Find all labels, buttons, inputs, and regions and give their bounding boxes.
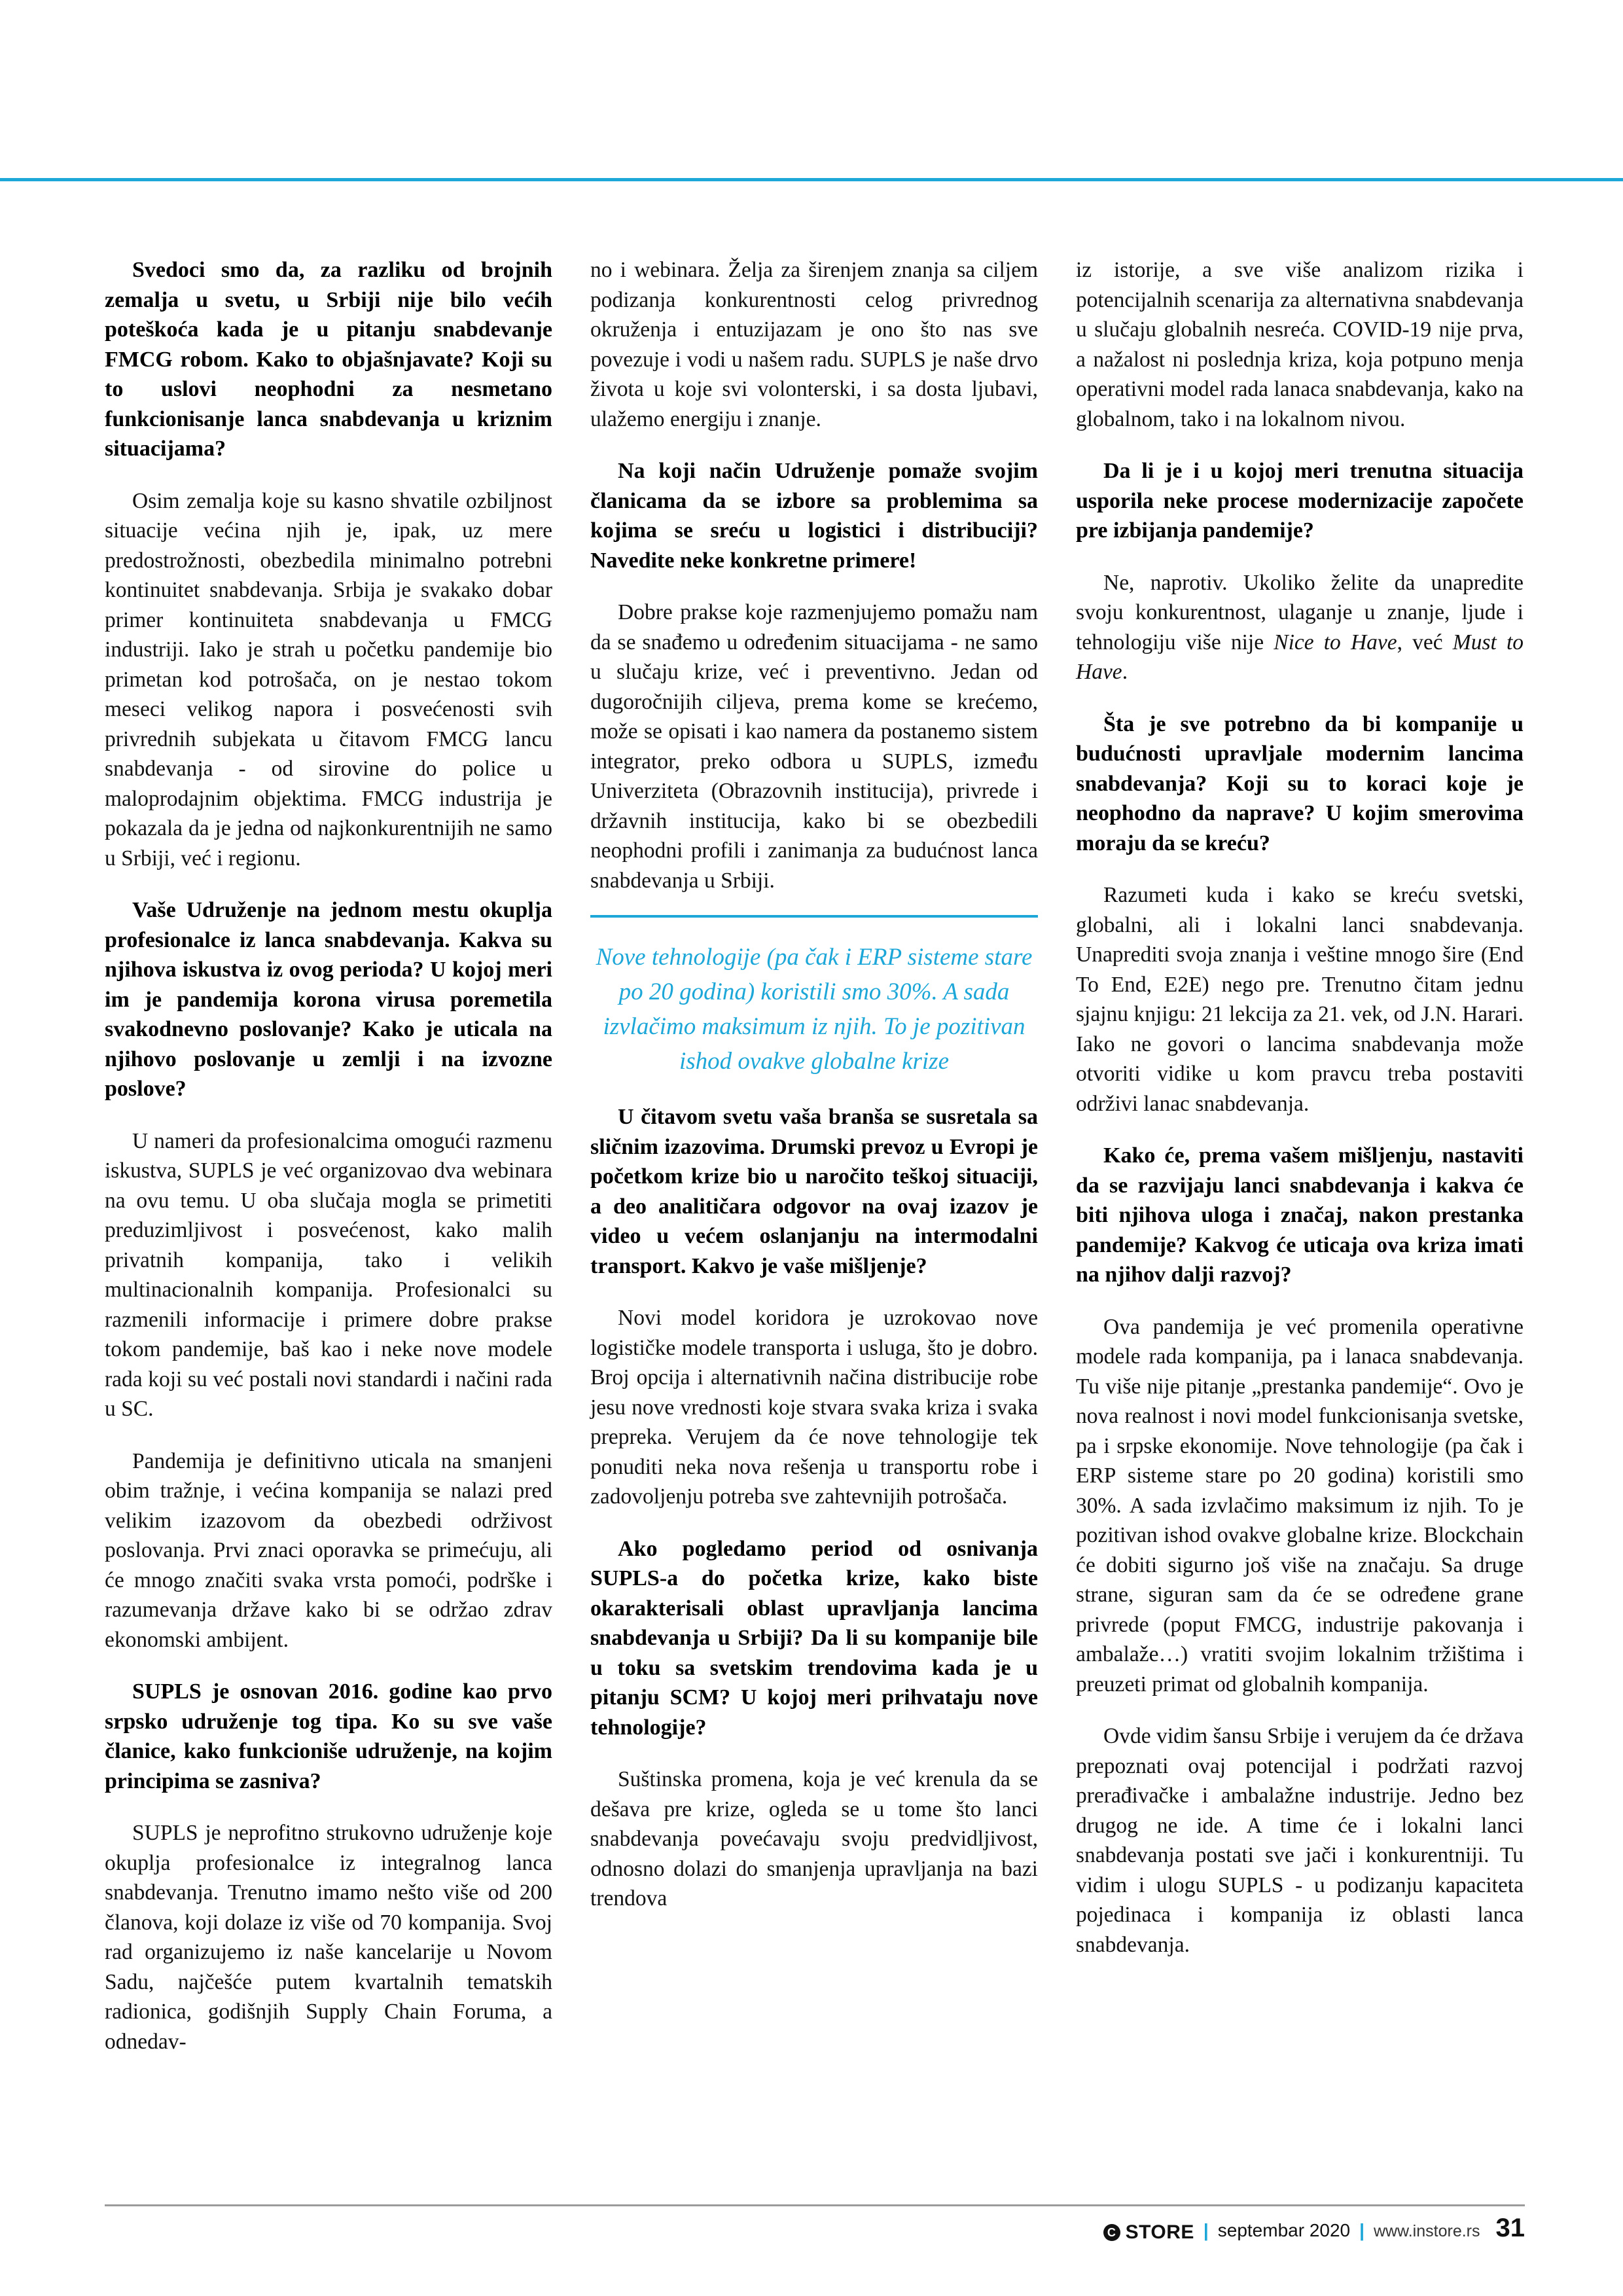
- answer-tail: .: [1122, 660, 1128, 684]
- spacer: [1076, 1119, 1524, 1141]
- spacer: [1076, 1699, 1524, 1721]
- article-column-2: [590, 255, 1038, 2056]
- footer-separator-2: |: [1359, 2220, 1364, 2240]
- brand-name: STORE: [1125, 2221, 1194, 2243]
- page-footer: [0, 2204, 1623, 2243]
- interview-answer: Osim zemalja koje su kasno shvatile ozbiljnost situacije većina njih je, ipak, uz mere predostrožnosti, obezbedila minimalno potrebni kontinuitet snabdevanja. Srbija je svakako dobar primer kontinuiteta snabdevanja u FMCG industriji. Iako je strah u početku pandemije bio primetan kod potrošača, on je nestao tokom meseci velikog napora i posvećenosti svih privrednih subjekata u čitavom FMCG lancu snabdevanja - od sirovine do police u maloprodajnim objektima. FMCG industrija je pokazala da je jedna od najkonkurentnijih ne samo u Srbiji, već i regionu.: [105, 488, 552, 870]
- spacer: [1076, 858, 1524, 880]
- interview-question: Da li je i u kojoj meri trenutna situacija usporila neke procese modernizacije započete pre izbijanja pandemije?: [1076, 459, 1524, 543]
- interview-answer: Ovde vidim šansu Srbije i verujem da će država prepoznati ovaj potencijal i podržati razvoj prerađivačke i ambalažne industrije. Jedno bez drugog ne ide. A time će i lokalni lanci snabdevanja postati sve jači i konkurentniji. Tu vidim i ulogu SUPLS - u podizanju kapaciteta pojedinaca i kompanija iz oblasti lanca snabdevanja.: [1076, 1724, 1524, 1957]
- interview-question: Svedoci smo da, za razliku od brojnih zemalja u svetu, u Srbiji nije bilo većih poteškoća kada je u pitanju snabdevanje FMCG robom. Kako to objašnjavate? Koji su to uslovi neophodni za nesmetano funkcionisanje lanca snabdevanja u kriznim situacijama?: [105, 258, 552, 461]
- continued-paragraph: iz istorije, a sve više analizom rizika i potencijalnih scenarija za alternativna snabdevanja u slučaju globalnih nesreća. COVID-19 nije prva, a nažalost ni poslednja kriza, koja potpuno menja operativni model rada lanaca snabdevanja, kako na globalnom, tako i na lokalnom nivou.: [1076, 258, 1524, 431]
- interview-answer: SUPLS je neprofitno strukovno udruženje koje okuplja profesionalce iz integralnog lanca snabdevanja. Trenutno imamo nešto više od 200 članova, koji dolaze iz više od 70 kompanija. Svoj rad organizujemo iz naše kancelarije u Novom Sadu, najčešće putem kvartalnih tematskih radionica, godišnjih Supply Chain Foruma, a odnedav-: [105, 1821, 552, 2054]
- interview-answer-with-italics: [1076, 568, 1524, 687]
- interview-question: U čitavom svetu vaša branša se susretala sa sličnim izazovima. Drumski prevoz u Evropi je početkom krize bio u naročito teškoj situaciji, a deo analitičara odgovor na ovaj izazov je video u većem oslanjanju na intermodalni transport. Kakvo je vaše mišljenje?: [590, 1105, 1038, 1278]
- interview-question: Ako pogledamo period od osnivanja SUPLS-a do početka krize, kako biste okarakterisali oblast upravljanja lancima snabdevanja u Srbiji? Da li su kompanije bile u toku sa svetskim trendovima kada je u pitanju SCM? U kojoj meri prihvataju nove tehnologije?: [590, 1536, 1038, 1740]
- website-url: www.instore.rs: [1373, 2222, 1480, 2240]
- pull-quote-text: Nove tehnologije (pa čak i ERP sisteme stare po 20 godina) koristili smo 30%. A sada izvlačimo maksimum iz njih. To je pozitivan ishod ovakve globalne krize: [596, 944, 1033, 1075]
- interview-answer: Pandemija je definitivno uticala na smanjeni obim tražnje, i većina kompanija se nalazi pred velikim izazovom da obezbedi održivost poslovanja. Prvi znaci oporavka se primećuju, ali će mnogo značiti svaka vrsta pomoći, podrške i razumevanja države kako bi se održao zdrav ekonomski ambijent.: [105, 1448, 552, 1652]
- article-columns: [105, 255, 1525, 2056]
- interview-question: Šta je sve potrebno da bi kompanije u budućnosti upravljale modernim lancima snabdevanja? Koji su to koraci koje je neophodno da naprave? U kojim smerovima moraju da se kreću?: [1076, 711, 1524, 855]
- article-column-3: [1076, 255, 1524, 2056]
- spacer: [1076, 434, 1524, 456]
- interview-answer: Ova pandemija je već promenila operativne modele rada kompanija, pa i lanaca snabdevanja. Tu više nije pitanje „prestanka pandemije“. Ovo je nova realnost i novi model funkcionisanja svetske, pa i srpske ekonomije. Nove tehnologije (pa čak i ERP sisteme stare po 20 godina) koristili smo 30%. A sada izvlačimo maksimum iz njih. To je pozitivan ishod ovakve globalne krize. Blockchain će dobiti sigurno još više na značaju. Sa druge strane, siguran sam da će se određene grane privrede (poput FMCG, industrije pakovanja i ambalaže…) vratiti svojim lokalnim tržištima i preuzeti primat od globalnih kompanija.: [1076, 1314, 1524, 1696]
- top-accent-rule: [0, 178, 1623, 181]
- spacer: [105, 1104, 552, 1126]
- footer-divider: [105, 2204, 1525, 2206]
- spacer: [1076, 687, 1524, 709]
- continued-paragraph: no i webinara. Želja za širenjem znanja sa ciljem podizanja konkurentnosti celog privrednog okruženja i entuzijazam je ono što nas sve povezuje i vodi u našem radu. SUPLS je naše drvo života u koje svi volonterski, i sa dosta ljubavi, ulažemo energiju i znanje.: [590, 258, 1038, 431]
- interview-question: Vaše Udruženje na jednom mestu okuplja profesionalce iz lanca snabdevanja. Kakva su njihova iskustva iz ovog perioda? U kojoj meri im je pandemija korona virusa poremetila svakodnevno poslovanje? Kako je uticala na njihovo poslovanje u zemlji i na izvozne poslove?: [105, 898, 552, 1101]
- spacer: [590, 1512, 1038, 1534]
- spacer: [590, 1742, 1038, 1765]
- pull-quote: [590, 915, 1038, 1084]
- answer-mid: , već: [1397, 630, 1453, 655]
- interview-answer: Dobre prakse koje razmenjujemo pomažu nam da se snađemo u određenim situacijama - ne samo u slučaju krize, već i preventivno. Jedan od dugoročnijih ciljeva, prema kome se krećemo, može se opisati i kao namera da postanemo sistem integrator, preko odbora u SUPLS, između Univerziteta (Obrazovnih institucija), privrede i državnih institucija, kako bi se obezbedili neophodni profili i zanimanja za budućnost lanca snabdevanja u Srbiji.: [590, 600, 1038, 893]
- interview-answer: Novi model koridora je uzrokovao nove logističke modele transporta i usluga, što je dobro. Broj opcija i alternativnih načina distribucije robe jesu nove vrednosti koje stvara svaka kriza i svaka prepreka. Verujem da će nove tehnologije tek ponuditi neka nova rešenja u transportu robe i zadovoljenju potreba sve zahtevnijih potrošača.: [590, 1306, 1038, 1509]
- magazine-logo: [1103, 2221, 1194, 2244]
- footer-separator: |: [1203, 2220, 1209, 2240]
- interview-answer: Razumeti kuda i kako se kreću svetski, globalni, ali i lokalni lanci snabdevanja. Unaprediti svoja znanja i veštine mnogo šire (End To End, E2E) nego pre. Trenutno čitam jednu sjajnu knjigu: 21 lekcija za 21. vek, od J.N. Harari. Iako ne govori o lancima snabdevanja može otvoriti vidike u kom pravcu treba postaviti održivi lanac snabdevanja.: [1076, 883, 1524, 1116]
- issue-date: septembar 2020: [1217, 2220, 1351, 2240]
- spacer: [105, 464, 552, 486]
- copyright-icon: C: [1103, 2224, 1120, 2241]
- spacer: [590, 434, 1038, 456]
- spacer: [105, 1655, 552, 1677]
- italic-phrase-nice-to-have: Nice to Have: [1274, 630, 1397, 655]
- spacer: [1076, 1290, 1524, 1312]
- interview-question: Kako će, prema vašem mišljenju, nastaviti da se razvijaju lanci snabdevanja i kakva će biti njihova uloga i značaj, nakon prestanka pandemije? Kakvog će uticaja ova kriza imati na njihov dalji razvoj?: [1076, 1143, 1524, 1287]
- spacer: [1076, 546, 1524, 568]
- footer-content: [1103, 2214, 1525, 2244]
- spacer: [590, 575, 1038, 598]
- spacer: [105, 1796, 552, 1818]
- interview-question: SUPLS je osnovan 2016. godine kao prvo srpsko udruženje tog tipa. Ko su sve vaše članice, kako funkcioniše udruženje, na kojim principima se zasniva?: [105, 1679, 552, 1793]
- interview-answer: U nameri da profesionalcima omogući razmenu iskustva, SUPLS je već organizovao dva webinara na ovu temu. U oba slučaja mogla se primetiti preduzimljivost i posvećenost, kako malih privatnih kompanija, tako i velikih multinacionalnih kompanija. Profesionalci su razmenili informacije i primere dobre prakse tokom pandemije, baš kao i neke nove modele rada koji su već postali novi standardi i načini rada u SC.: [105, 1128, 552, 1421]
- page-number: 31: [1495, 2214, 1525, 2242]
- italic-phrase-must-to-have: Must to Have: [1076, 630, 1524, 684]
- spacer: [105, 873, 552, 895]
- interview-answer: Suštinska promena, koja je već krenula da se dešava pre krize, ogleda se u tome što lanci snabdevanja povećavaju svoju predvidljivost, odnosno dolazi do smanjenja upravljanja na bazi trendova: [590, 1767, 1038, 1910]
- spacer: [105, 1424, 552, 1446]
- article-column-1: [105, 255, 552, 2056]
- interview-question: Na koji način Udruženje pomaže svojim članicama da se izbore sa problemima sa kojima se sreću u logistici i distribuciji? Navedite neke konkretne primere!: [590, 459, 1038, 573]
- answer-lead: Ne, naprotiv. Ukoliko želite da unapredite svoju konkurentnost, ulaganje u znanje, ljude i tehnologiju više nije: [1076, 570, 1524, 655]
- spacer: [590, 1281, 1038, 1303]
